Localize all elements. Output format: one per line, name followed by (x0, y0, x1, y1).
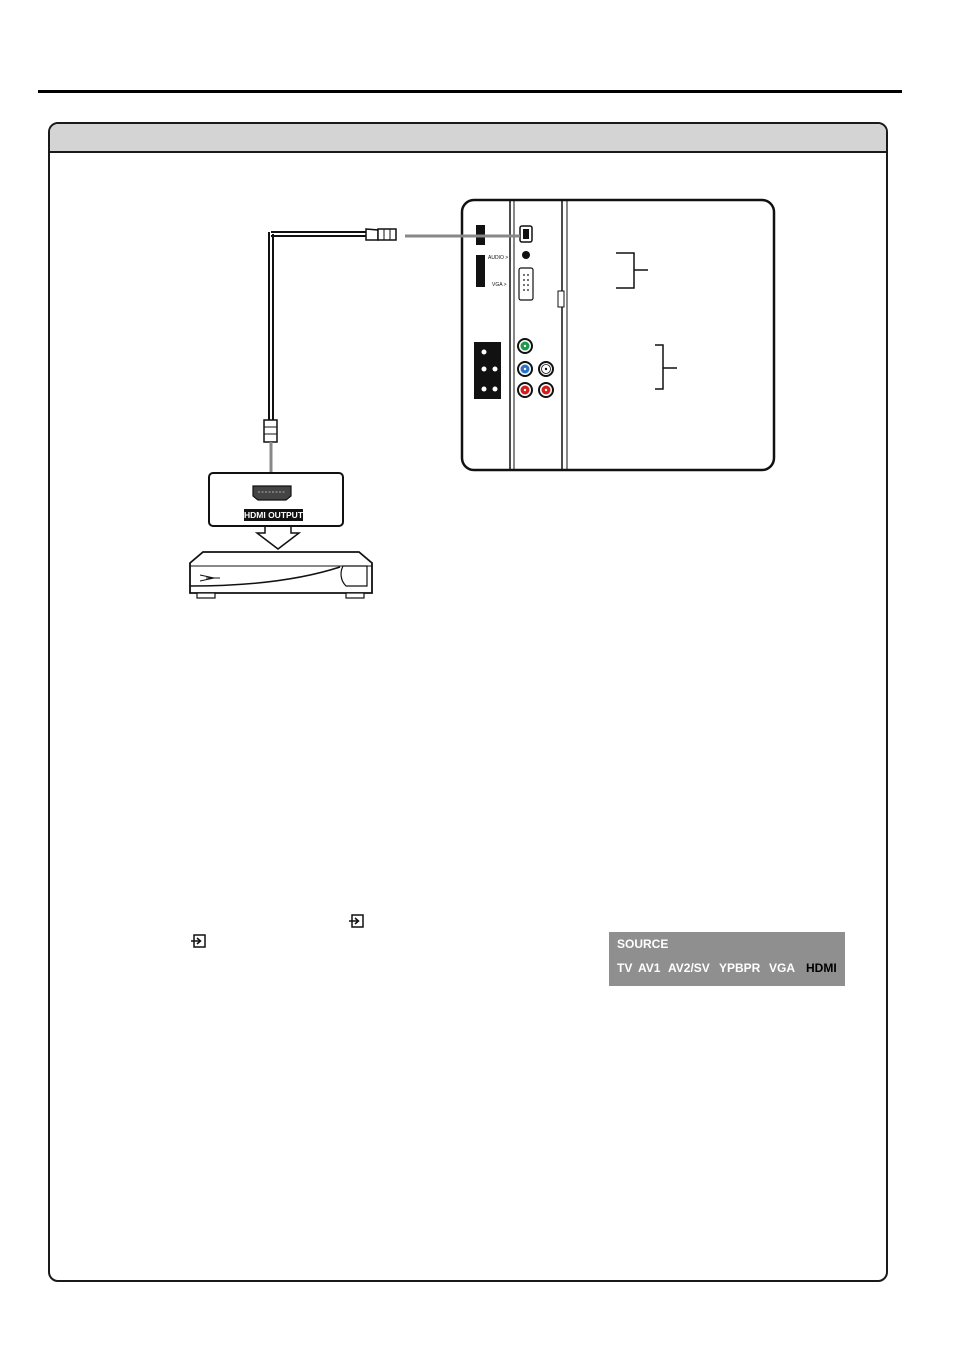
source-option-hdmi[interactable]: HDMI (806, 961, 837, 975)
tv-back-panel (462, 200, 774, 470)
hdmi-output-box (209, 473, 343, 526)
audio-label: AUDIO > (488, 255, 509, 261)
vga-port (519, 268, 533, 300)
source-option-av2-sv[interactable]: AV2/SV (668, 961, 710, 975)
source-menu (609, 932, 845, 986)
input-source-icon (349, 914, 364, 928)
source-option-av1[interactable]: AV1 (638, 961, 661, 975)
hdmi-output-label: HDMI OUTPUT (243, 510, 304, 520)
source-option-vga[interactable]: VGA (769, 961, 796, 975)
source-option-ypbpr[interactable]: YPBPR (719, 961, 761, 975)
input-source-icon (191, 934, 206, 948)
pc-label-block (476, 255, 485, 287)
source-menu-title: SOURCE (617, 937, 669, 951)
vga-label: VGA > (492, 282, 507, 288)
set-top-player (190, 552, 372, 598)
source-option-tv[interactable]: TV (617, 961, 633, 975)
pc-audio-jack (522, 251, 530, 259)
down-arrow (257, 527, 299, 549)
